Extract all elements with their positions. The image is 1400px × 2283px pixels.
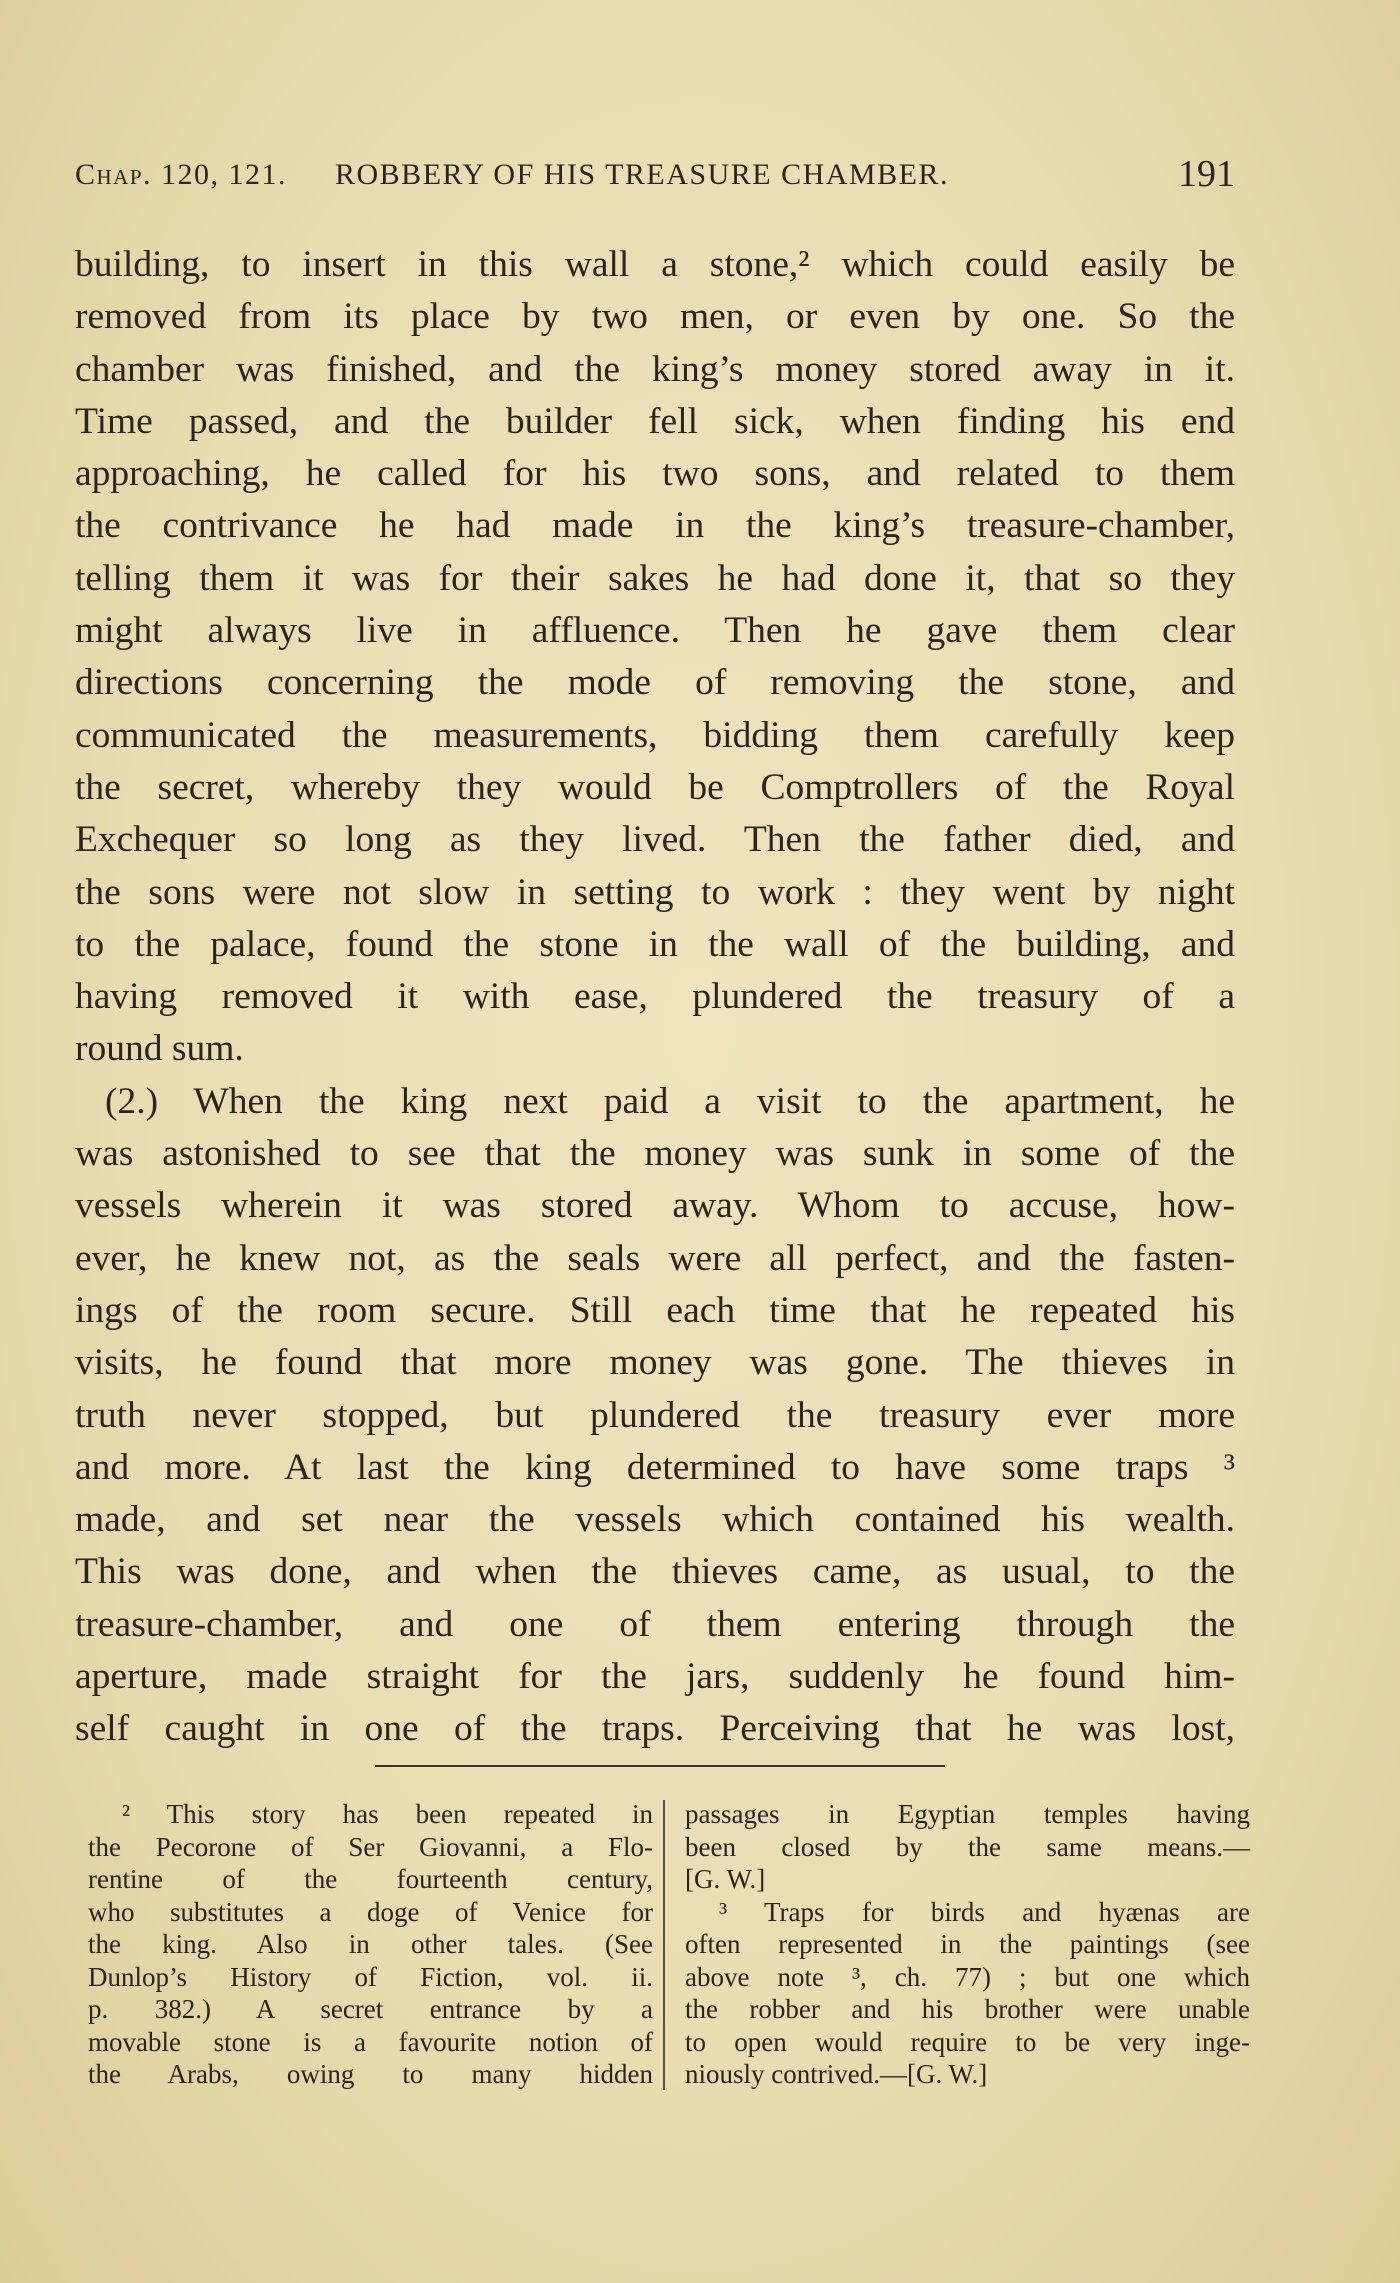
footnotes-right-column xyxy=(685,1798,1250,2091)
footnote-line: p. 382.) A secret entrance by a xyxy=(88,1994,653,2024)
text-line: was astonished to see that the money was sunk in some of the xyxy=(75,1133,1235,1175)
chapter-reference: Chap. 120, 121. xyxy=(75,158,288,191)
footnote-column-divider xyxy=(663,1800,665,2090)
text-line: communicated the measurements, bidding them carefully keep xyxy=(75,714,1235,756)
text-line: ings of the room secure. Still each time that he repeated his xyxy=(75,1289,1235,1331)
text-line: This was done, and when the thieves came, as usual, to the xyxy=(75,1551,1235,1593)
footnote-line: the king. Also in other tales. (See xyxy=(88,1929,653,1959)
main-text xyxy=(75,239,1235,1756)
footnote-line: to open would require to be very inge- xyxy=(685,2026,1250,2057)
text-line: and more. At last the king determined to have some traps ³ xyxy=(75,1446,1235,1488)
footnote-line: the Pecorone of Ser Giovanni, a Flo- xyxy=(88,1831,653,1862)
text-line: approaching, he called for his two sons, and related to them xyxy=(75,453,1235,495)
footnote-line: movable stone is a favourite notion of xyxy=(88,2026,653,2057)
footnote-line: [G. W.] xyxy=(685,1864,766,1894)
text-line: visits, he found that more money was gone. The thieves in xyxy=(75,1342,1235,1384)
footnote-line: who substitutes a doge of Venice for xyxy=(88,1896,653,1927)
text-line: having removed it with ease, plundered the treasury of a xyxy=(75,976,1235,1018)
text-line: round sum. xyxy=(75,1028,244,1070)
running-title: ROBBERY OF HIS TREASURE CHAMBER. xyxy=(335,158,949,191)
text-line: building, to insert in this wall a stone,² which could easily be xyxy=(75,244,1235,285)
running-header xyxy=(75,152,1235,195)
text-line: treasure-chamber, and one of them entering through the xyxy=(75,1603,1235,1645)
footnote-line: passages in Egyptian temples having xyxy=(685,1799,1250,1829)
text-line: Time passed, and the builder fell sick, when finding his end xyxy=(75,400,1235,442)
text-line: removed from its place by two men, or even by one. So the xyxy=(75,296,1235,338)
footnote-line: the Arabs, owing to many hidden xyxy=(88,2059,653,2089)
text-line: made, and set near the vessels which contained his wealth. xyxy=(75,1499,1235,1541)
text-line: Exchequer so long as they lived. Then the father died, and xyxy=(75,819,1235,861)
text-line: ever, he knew not, as the seals were all perfect, and the fasten- xyxy=(75,1237,1235,1279)
footnote-line: ³ Traps for birds and hyænas are xyxy=(719,1896,1250,1927)
text-line: aperture, made straight for the jars, suddenly he found him- xyxy=(75,1656,1235,1698)
footnote-line: Dunlop’s History of Fiction, vol. ii. xyxy=(88,1961,653,1992)
text-line: chamber was finished, and the king’s money stored away in it. xyxy=(75,348,1235,390)
text-line: might always live in affluence. Then he gave them clear xyxy=(75,610,1235,652)
footnote-line: the robber and his brother were unable xyxy=(685,1994,1250,2024)
text-line: self caught in one of the traps. Perceiving that he was lost, xyxy=(75,1708,1235,1750)
footnote-line: rentine of the fourteenth century, xyxy=(88,1864,653,1894)
text-line: the sons were not slow in setting to work : they went by night xyxy=(75,871,1235,913)
text-line: directions concerning the mode of removing the stone, and xyxy=(75,662,1235,704)
text-line: (2.) When the king next paid a visit to the apartment, he xyxy=(105,1080,1235,1122)
footnote-line: often represented in the paintings (see xyxy=(685,1929,1250,1959)
footnote-line: above note ³, ch. 77) ; but one which xyxy=(685,1961,1250,1992)
footnote-line: niously contrived.—[G. W.] xyxy=(685,2059,988,2089)
text-line: to the palace, found the stone in the wall of the building, and xyxy=(75,923,1235,965)
text-line: the secret, whereby they would be Comptrollers of the Royal xyxy=(75,766,1235,808)
text-line: the contrivance he had made in the king’s treasure-chamber, xyxy=(75,505,1235,547)
footnote-line: been closed by the same means.— xyxy=(685,1831,1250,1862)
footnote-rule xyxy=(375,1765,945,1767)
text-line: telling them it was for their sakes he had done it, that so they xyxy=(75,557,1235,599)
page-number: 191 xyxy=(1178,153,1235,195)
text-line: truth never stopped, but plundered the treasury ever more xyxy=(75,1394,1235,1436)
text-line: vessels wherein it was stored away. Whom to accuse, how- xyxy=(75,1185,1235,1227)
footnotes-left-column xyxy=(88,1798,653,2091)
footnote-line: ² This story has been repeated in xyxy=(122,1799,653,1829)
